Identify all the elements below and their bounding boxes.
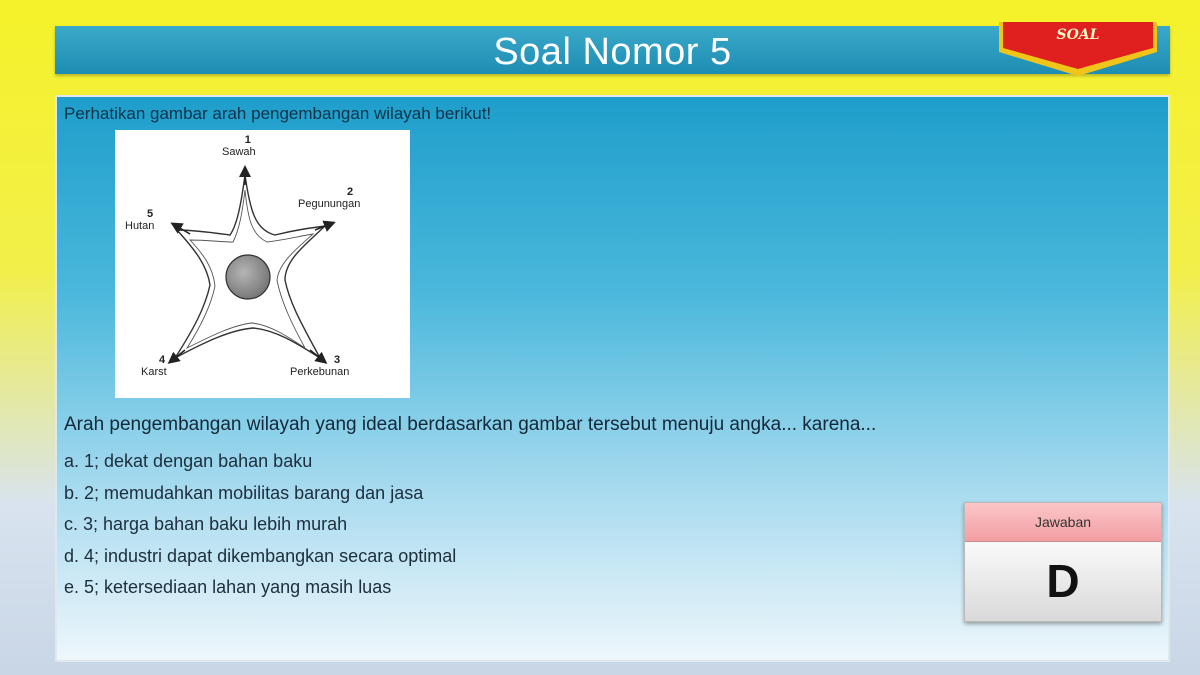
question-text: Arah pengembangan wilayah yang ideal berdasarkan gambar tersebut menuju angka... karena... xyxy=(64,414,877,435)
answer-label: Jawaban xyxy=(965,503,1161,542)
page-title: Soal Nomor 5 xyxy=(493,31,732,73)
figure-label-1: 1 Sawah xyxy=(222,134,256,158)
city-core xyxy=(226,255,270,299)
figure-label-5: 5 Hutan xyxy=(125,208,155,232)
figure-label-4: 4 Karst xyxy=(141,354,167,378)
option-b[interactable]: b. 2; memudahkan mobilitas barang dan jasa xyxy=(64,482,424,503)
instruction-text: Perhatikan gambar arah pengembangan wilayah berikut! xyxy=(64,104,492,123)
figure-label-3: 3 Perkebunan xyxy=(290,354,350,378)
option-c[interactable]: c. 3; harga bahan baku lebih murah xyxy=(64,514,348,534)
option-e[interactable]: e. 5; ketersediaan lahan yang masih luas xyxy=(64,577,392,597)
soal-badge xyxy=(997,22,1159,78)
region-development-figure xyxy=(115,130,410,398)
answer-options xyxy=(64,448,456,606)
option-a[interactable]: a. 1; dekat dengan bahan baku xyxy=(64,451,313,471)
answer-value: D xyxy=(965,542,1161,621)
figure-label-2: 2 Pegunungan xyxy=(298,186,361,210)
option-d[interactable]: d. 4; industri dapat dikembangkan secara optimal xyxy=(64,545,457,566)
answer-box[interactable] xyxy=(964,502,1162,622)
badge-label: SOAL xyxy=(1056,27,1100,43)
